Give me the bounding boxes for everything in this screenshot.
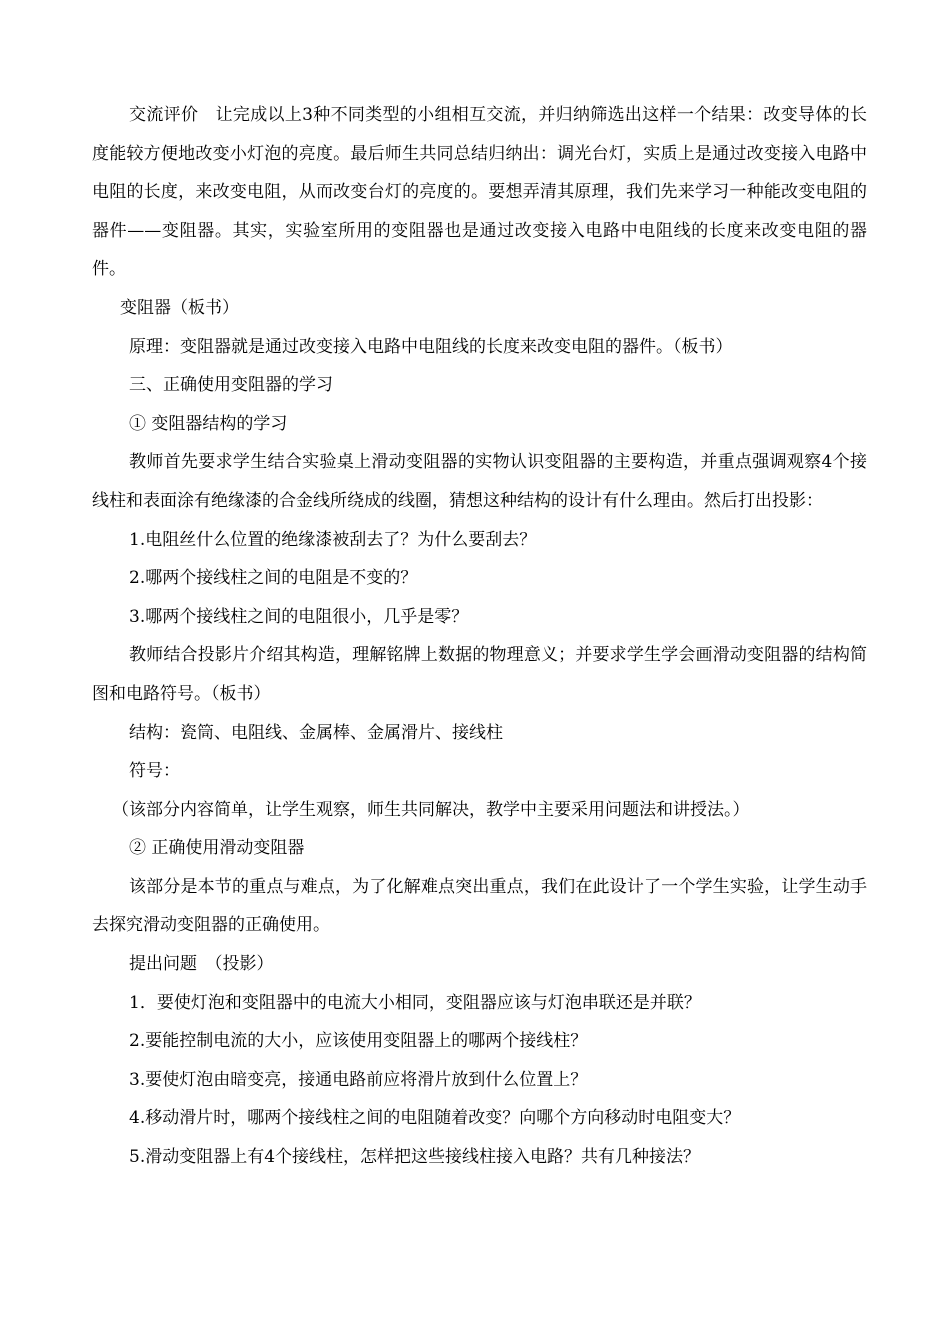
list-item-problem-3: 3.要使灯泡由暗变亮，接通电路前应将滑片放到什么位置上？ (129, 1069, 588, 1090)
list-item-problem-2: 2.要能控制电流的大小，应该使用变阻器上的哪两个接线柱？ (129, 1031, 588, 1052)
list-item-question-1: 1.电阻丝什么位置的绝缘漆被刮去了？为什么要刮去？ (129, 529, 537, 550)
document-body (92, 96, 867, 1177)
section-heading-three: 三、正确使用变阻器的学习 (129, 375, 333, 396)
paragraph-principle: 原理：变阻器就是通过改变接入电路中电阻线的长度来改变电阻的器件。（板书） (129, 336, 733, 357)
paragraph-key-difficulty: 该部分是本节的重点与难点，为了化解难点突出重点，我们在此设计了一个学生实验，让学生动手去探究滑动变阻器的正确使用。 (92, 876, 867, 936)
subsection-heading-structure: ① 变阻器结构的学习 (129, 413, 288, 434)
paragraph-exchange-evaluation: 交流评价 让完成以上3种不同类型的小组相互交流，并归纳筛选出这样一个结果：改变导体的长度能较方便地改变小灯泡的亮度。最后师生共同总结归纳出：调光台灯，实质上是通过改变接入电路中电阻的长度，来改变电阻，从而改变台灯的亮度的。要想弄清其原理，我们先来学习一种能改变电阻的器件——变阻器。其实，实验室所用的变阻器也是通过改变接入电路中电阻线的长度来改变电阻的器件。 (92, 105, 867, 280)
subsection-heading-correct-use: ② 正确使用滑动变阻器 (129, 838, 305, 859)
paragraph-rheostat-heading: 变阻器（板书） (120, 297, 239, 318)
list-item-question-3: 3.哪两个接线柱之间的电阻很小，几乎是零？ (129, 606, 469, 627)
list-item-problem-4: 4.移动滑片时，哪两个接线柱之间的电阻随着改变？向哪个方向移动时电阻变大？ (129, 1108, 741, 1129)
paragraph-teacher-projection: 教师结合投影片介绍其构造，理解铭牌上数据的物理意义；并要求学生学会画滑动变阻器的结构简图和电路符号。（板书） (92, 645, 867, 704)
list-item-problem-5: 5.滑动变阻器上有4个接线柱，怎样把这些接线柱接入电路？共有几种接法？ (129, 1147, 701, 1168)
list-item-problem-1: 1．要使灯泡和变阻器中的电流大小相同，变阻器应该与灯泡串联还是并联？ (129, 992, 701, 1013)
paragraph-teacher-instructions: 教师首先要求学生结合实验桌上滑动变阻器的实物认识变阻器的主要构造，并重点强调观察4个接线柱和表面涂有绝缘漆的合金线所绕成的线圈，猜想这种结构的设计有什么理由。然后打出投影： (92, 452, 867, 511)
paragraph-symbol: 符号： (129, 761, 180, 782)
paragraph-note: （该部分内容简单，让学生观察，师生共同解决，教学中主要采用问题法和讲授法。） (112, 799, 750, 820)
paragraph-raise-questions: 提出问题 （投影） (129, 954, 274, 975)
paragraph-structure: 结构：瓷筒、电阻线、金属棒、金属滑片、接线柱 (129, 722, 503, 743)
list-item-question-2: 2.哪两个接线柱之间的电阻是不变的？ (129, 568, 418, 589)
